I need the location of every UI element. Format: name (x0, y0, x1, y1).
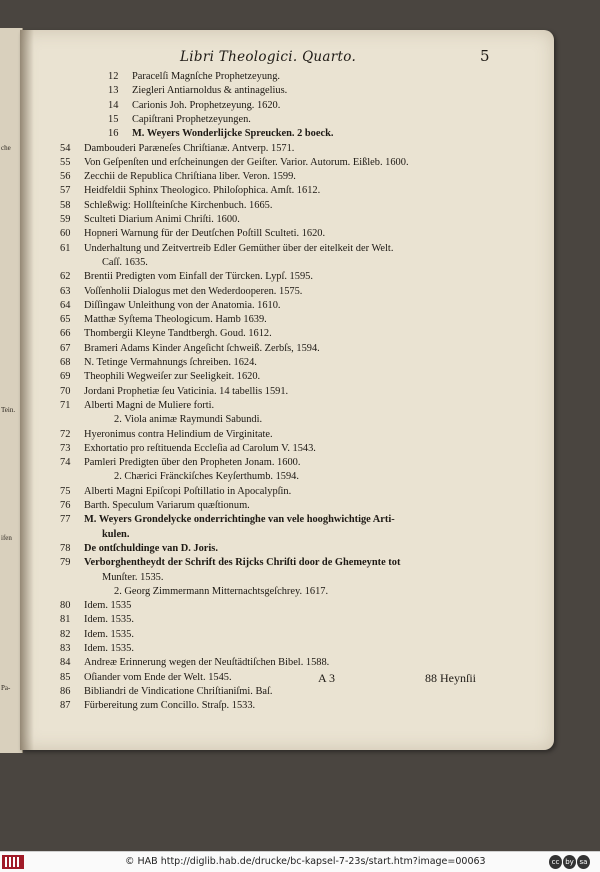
entry-title: Caſſ. 1635. (102, 256, 148, 268)
entry-title: Sculteti Diarium Animi Chriſti. 1600. (84, 214, 240, 225)
catalog-entry (60, 370, 260, 384)
entry-title: Carionis Joh. Prophetzeyung. 1620. (132, 99, 281, 111)
margin-fragment: ifen (1, 534, 12, 542)
catalog-entry (60, 556, 400, 570)
entry-title: Heidfeldii Sphinx Theologico. Philoſophica. Amſt. 1612. (84, 185, 321, 197)
entry-number: 59 (60, 214, 71, 225)
catalog-entry (102, 528, 129, 542)
entry-title: 2. Chærici Fränckiſches Keyſerthumb. 1594. (114, 471, 299, 483)
entry-title: Theophili Wegweiſer zur Seeligkeit. 1620. (84, 371, 261, 383)
entry-number: 68 (60, 357, 71, 368)
entry-number: 86 (60, 685, 71, 697)
page-gutter-shadow (20, 30, 34, 750)
catalog-entry (60, 184, 320, 198)
catalog-entry (60, 628, 134, 642)
viewer-footer (0, 851, 600, 872)
entry-title: Exhortatio pro reſtituenda Eccleſia ad Carolum V. 1543. (84, 442, 316, 454)
entry-number: 85 (60, 671, 71, 683)
entry-title: Pamleri Predigten über den Propheten Jonam. 1600. (84, 457, 301, 469)
entry-number: 72 (60, 428, 71, 440)
running-head: Libri Theologici. Quarto. (180, 49, 357, 65)
entry-title: Von Geſpenſten und erſcheinungen der Geiſter. Varior. Autorum. Eißleb. 1600. (84, 156, 409, 168)
cc-icon: cc (549, 855, 562, 869)
entry-number: 70 (60, 385, 71, 397)
entry-number: 63 (60, 285, 71, 297)
entry-title: Alberti Magni Epiſcopi Poſtillatio in Apocalypſin. (84, 485, 292, 497)
entry-number: 62 (60, 271, 71, 283)
catalog-entry (114, 585, 328, 599)
license-badges[interactable] (549, 855, 599, 869)
copyright-url[interactable]: © HAB http://diglib.hab.de/drucke/bc-kapsel-7-23s/start.htm?image=00063 (125, 856, 486, 867)
catalog-entry (102, 256, 148, 270)
catalog-entry (60, 613, 134, 627)
entry-title: Idem. 1535 (84, 600, 132, 612)
catalog-entry (60, 399, 214, 413)
entry-title: Verborghentheydt der Schrift des Rijcks Chriſti door de Ghemeynte tot (84, 557, 401, 569)
catalog-entry (102, 571, 163, 585)
entry-title: Munſter. 1535. (102, 571, 164, 583)
catalog-entry (60, 313, 267, 327)
entry-title: Brentii Predigten vom Einfall der Türcken. Lypſ. 1595. (84, 271, 313, 283)
catalog-entry (60, 327, 272, 341)
entry-title: Andreæ Erinnerung wegen der Neuſtädtiſchen Bibel. 1588. (84, 657, 330, 669)
entry-number: 71 (60, 399, 71, 411)
catalog-entry (60, 442, 316, 456)
entry-title: Hopneri Warnung für der Deutſchen Poſtill Sculteti. 1620. (84, 228, 326, 240)
entry-number: 82 (60, 628, 71, 640)
entry-title: Schleßwig: Hollſteinſche Kirchenbuch. 1665. (84, 199, 273, 211)
entry-number: 77 (60, 514, 71, 526)
sa-icon: sa (577, 855, 590, 869)
entry-title: Thombergii Kleyne Tandtbergh. Goud. 1612. (84, 328, 272, 340)
catalog-entry (60, 299, 281, 313)
catalog-entry (60, 642, 134, 656)
entry-number: 56 (60, 171, 71, 183)
catalog-entry (60, 699, 255, 713)
entry-number: 74 (60, 457, 71, 469)
margin-fragment: Pa- (1, 684, 11, 692)
catchword: 88 Heynſii (425, 671, 476, 685)
entry-number: 67 (60, 342, 71, 354)
entry-title: Matthæ Syſtema Theologicum. Hamb 1639. (84, 314, 267, 326)
entry-number: 15 (108, 113, 119, 125)
entry-title: Oſiander vom Ende der Welt. 1545. (84, 671, 232, 683)
catalog-entry (60, 342, 320, 356)
catalog-entry (108, 84, 287, 98)
entry-number: 76 (60, 500, 71, 511)
page-number: 5 (480, 47, 490, 65)
margin-fragment: Tein. (1, 406, 16, 414)
entry-title: N. Tetinge Vermahnungs ſchreiben. 1624. (84, 357, 257, 368)
catalog-entry (114, 413, 262, 427)
catalog-entry (108, 113, 251, 127)
signature-mark: A 3 (318, 671, 336, 685)
catalog-entry (60, 142, 294, 156)
entry-number: 81 (60, 614, 71, 626)
entry-number: 66 (60, 328, 71, 340)
entry-title: Alberti Magni de Muliere forti. (84, 399, 215, 411)
entry-number: 57 (60, 185, 71, 197)
entry-title: Idem. 1535. (84, 628, 134, 640)
entry-title: De ontſchuldinge van D. Joris. (84, 542, 218, 554)
entry-title: Voſſenholii Dialogus met den Wederdooperen. 1575. (84, 285, 303, 297)
entry-title: M. Weyers Wonderlijcke Spreucken. 2 boeck. (132, 128, 334, 140)
entry-number: 79 (60, 557, 71, 569)
entry-number: 16 (108, 128, 119, 140)
entry-title: Paracelſi Magnſche Prophetzeyung. (132, 71, 281, 82)
entry-title: Zecchii de Republica Chriſtiana liber. Veron. 1599. (84, 171, 296, 183)
entry-title: kulen. (102, 528, 130, 540)
catalog-entry (60, 270, 313, 284)
catalog-entry (60, 156, 409, 170)
catalog-entry (60, 170, 296, 184)
catalog-entry (60, 428, 273, 442)
by-icon: by (563, 855, 576, 869)
entry-title: Dambouderi Paræneſes Chriſtianæ. Antverp. 1571. (84, 142, 295, 154)
catalog-entry (60, 227, 325, 241)
catalog-entry (60, 499, 250, 513)
catalog-entry (60, 456, 300, 470)
entry-number: 75 (60, 485, 71, 497)
entry-number: 83 (60, 643, 71, 654)
catalog-entry (60, 356, 257, 370)
catalog-entry (114, 470, 299, 484)
catalog-entry (60, 542, 218, 556)
catalog-entry (60, 242, 393, 256)
entry-number: 60 (60, 228, 71, 240)
entry-number: 54 (60, 142, 71, 154)
entry-number: 13 (108, 85, 119, 97)
entry-title: Capiſtrani Prophetzeyungen. (132, 113, 251, 125)
margin-fragment: che (1, 144, 11, 152)
catalog-entry (60, 656, 329, 670)
entry-number: 58 (60, 199, 71, 211)
catalog-entry (108, 70, 280, 84)
entry-title: Brameri Adams Kinder Angeſicht ſchweiß. Zerbſs, 1594. (84, 342, 320, 354)
entry-number: 73 (60, 442, 71, 454)
catalog-entry (60, 199, 272, 213)
entry-number: 80 (60, 600, 71, 612)
entry-title: Ziegleri Antiarnoldus & antinagelius. (132, 85, 288, 97)
catalog-entry (108, 127, 333, 141)
catalog-entry (60, 513, 395, 527)
entry-number: 65 (60, 314, 71, 326)
catalog-entry (60, 285, 302, 299)
entry-title: Barth. Speculum Variarum quæſtionum. (84, 500, 250, 511)
entry-title: Underhaltung und Zeitvertreib Edler Gemüther über der eitelkeit der Welt. (84, 242, 394, 254)
entry-title: Jordani Prophetiæ ſeu Vaticinia. 14 tabellis 1591. (84, 385, 289, 397)
entry-number: 64 (60, 299, 71, 311)
catalog-entry (60, 213, 240, 227)
entry-number: 78 (60, 542, 71, 554)
entry-number: 12 (108, 71, 119, 82)
entry-title: M. Weyers Grondelycke onderrichtinghe van vele hooghwichtige Arti- (84, 514, 395, 526)
catalog-entry (60, 599, 131, 613)
catalog-entry (60, 671, 232, 685)
entry-title: 2. Viola animæ Raymundi Sabundi. (114, 414, 263, 426)
entry-number: 87 (60, 700, 71, 712)
entry-title: Idem. 1535. (84, 643, 134, 654)
entry-number: 14 (108, 99, 119, 111)
entry-title: Idem. 1535. (84, 614, 134, 626)
hab-logo-icon[interactable] (2, 855, 24, 869)
catalog-entry (60, 485, 291, 499)
catalog-entry (60, 685, 273, 699)
entry-number: 69 (60, 371, 71, 383)
entry-number: 84 (60, 657, 71, 669)
entry-title: Bibliandri de Vindicatione Chriſtianiſmi. Baſ. (84, 685, 273, 697)
entry-title: Hyeronimus contra Helindium de Virginitate. (84, 428, 273, 440)
catalog-entry (60, 385, 288, 399)
entry-title: 2. Georg Zimmermann Mitternachtsgeſchrey. 1617. (114, 585, 329, 597)
entry-number: 61 (60, 242, 71, 254)
entry-title: Fürbereitung zum Concillo. Straſp. 1533. (84, 700, 256, 712)
catalog-entry (108, 99, 280, 113)
entry-number: 55 (60, 156, 71, 168)
entry-title: Diſſingaw Unleithung von der Anatomia. 1610. (84, 299, 281, 311)
